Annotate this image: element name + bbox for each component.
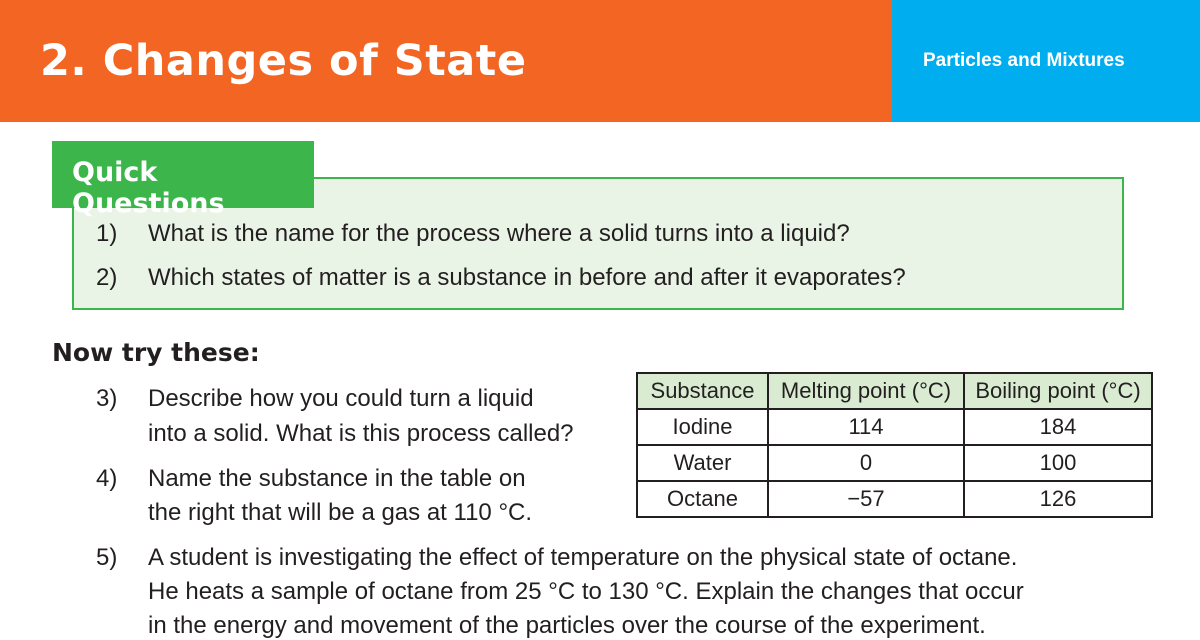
question-text: A student is investigating the effect of temperature on the physical state of octane. bbox=[148, 544, 1018, 571]
table-cell: −57 bbox=[768, 481, 964, 517]
question-text: in the energy and movement of the particles over the course of the experiment. bbox=[148, 612, 986, 639]
table-header: Boiling point (°C) bbox=[964, 373, 1152, 409]
question-text: Which states of matter is a substance in before and after it evaporates? bbox=[148, 264, 906, 291]
table-cell: Octane bbox=[637, 481, 768, 517]
question-number: 3) bbox=[96, 385, 118, 412]
table-row bbox=[637, 481, 1152, 517]
question-text: into a solid. What is this process called? bbox=[148, 420, 574, 447]
question-text: Describe how you could turn a liquid bbox=[148, 385, 534, 412]
table-header: Melting point (°C) bbox=[768, 373, 964, 409]
table-header-row bbox=[637, 373, 1152, 409]
table-row bbox=[637, 409, 1152, 445]
page-title: 2. Changes of State bbox=[40, 36, 527, 86]
table-cell: Iodine bbox=[637, 409, 768, 445]
table-header: Substance bbox=[637, 373, 768, 409]
table-cell: 184 bbox=[964, 409, 1152, 445]
question-number: 4) bbox=[96, 465, 118, 492]
quick-questions-heading: Quick Questions bbox=[72, 157, 225, 219]
quick-questions-tab bbox=[52, 141, 314, 219]
chapter-header bbox=[0, 0, 892, 122]
table-cell: 0 bbox=[768, 445, 964, 481]
table-cell: 126 bbox=[964, 481, 1152, 517]
now-try-heading: Now try these: bbox=[52, 338, 260, 367]
question-text: He heats a sample of octane from 25 °C to 130 °C. Explain the changes that occur bbox=[148, 578, 1024, 605]
question-text: What is the name for the process where a solid turns into a liquid? bbox=[148, 220, 850, 247]
question-text: the right that will be a gas at 110 °C. bbox=[148, 499, 533, 526]
question-text: Name the substance in the table on bbox=[148, 465, 526, 492]
question-number: 1) bbox=[96, 220, 118, 247]
question-number: 5) bbox=[96, 544, 118, 571]
table-cell: 100 bbox=[964, 445, 1152, 481]
table-row bbox=[637, 445, 1152, 481]
melting-boiling-table bbox=[636, 372, 1153, 518]
topic-banner bbox=[892, 0, 1200, 122]
table-cell: 114 bbox=[768, 409, 964, 445]
question-number: 2) bbox=[96, 264, 118, 291]
topic-label: Particles and Mixtures bbox=[923, 50, 1125, 71]
table-cell: Water bbox=[637, 445, 768, 481]
